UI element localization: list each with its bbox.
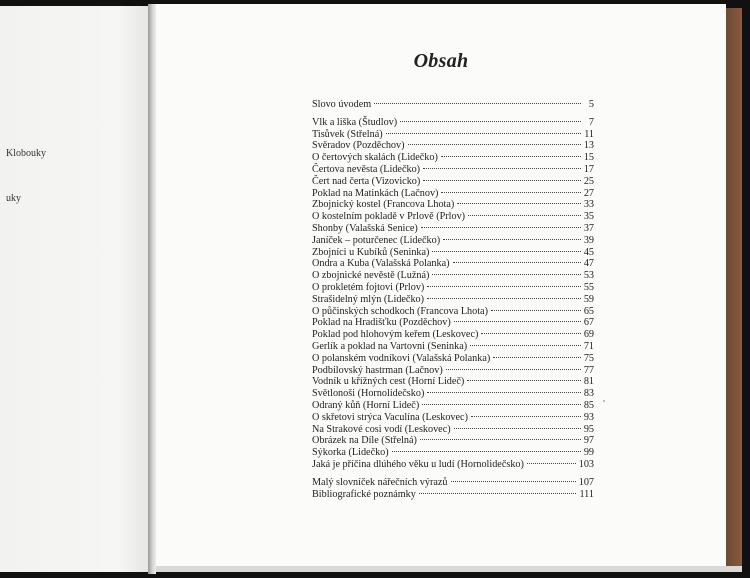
toc-entry	[312, 365, 594, 377]
toc-entry-page: 97	[583, 435, 594, 447]
toc-dot-leader	[446, 369, 581, 370]
toc-entry-page: 81	[583, 376, 594, 388]
toc-entry-title: Poklad na Hradišťku (Pozděchov)	[312, 317, 451, 329]
toc-entry-page: 67	[583, 317, 594, 329]
toc-entry-title: O polanském vodníkovi (Valašská Polanka)	[312, 352, 491, 364]
toc-entry-page: 83	[583, 388, 594, 400]
toc-entry-title: Zbojnický kostel (Francova Lhota)	[312, 199, 455, 211]
toc-dot-leader	[408, 144, 581, 145]
toc-entry-page: 11	[584, 128, 594, 140]
toc-dot-leader	[392, 451, 581, 452]
toc-entry	[312, 489, 594, 501]
toc-entry	[312, 140, 594, 152]
toc-entry	[312, 270, 594, 282]
toc-entry-page: 85	[583, 399, 594, 411]
toc-dot-leader	[527, 463, 576, 464]
toc-entry-page: 107	[578, 476, 594, 488]
toc-entry-title: Shonby (Valašská Senice)	[312, 222, 418, 234]
toc-entry-page: 13	[583, 140, 594, 152]
contents-title: Obsah	[413, 50, 469, 72]
toc-dot-leader	[467, 380, 581, 381]
toc-entry-title: Slovo úvodem	[312, 99, 372, 110]
book-gutter	[148, 4, 156, 574]
toc-entry-title: Jaká je příčina dlúhého věku u ludí (Hornolidečsko)	[312, 458, 524, 470]
left-page-text: Klobouky	[6, 148, 46, 159]
toc-dot-leader	[451, 481, 576, 482]
toc-entry-page: 55	[583, 281, 594, 293]
toc-entry-page: 75	[583, 352, 594, 364]
toc-dot-leader	[374, 103, 581, 104]
table-of-contents	[312, 99, 594, 500]
toc-entry	[312, 400, 594, 412]
toc-entry	[312, 129, 594, 141]
toc-entry	[312, 247, 594, 259]
toc-entry-page: 45	[583, 246, 594, 258]
toc-dot-leader	[432, 251, 580, 252]
toc-entry-page: 103	[578, 458, 594, 470]
toc-entry-title: O čertových skalách (Lidečko)	[312, 152, 438, 164]
toc-dot-leader	[470, 345, 581, 346]
toc-entry	[312, 117, 594, 129]
toc-entry-page: 69	[583, 329, 594, 341]
toc-dot-leader	[432, 274, 580, 275]
toc-entry-title: Čertova nevěsta (Lidečko)	[312, 163, 421, 175]
toc-entry	[312, 188, 594, 200]
toc-entry-page: 77	[583, 364, 594, 376]
toc-entry-title: Na Strakové cosi vodí (Leskovec)	[312, 423, 451, 435]
toc-entry-page: 33	[583, 199, 594, 211]
toc-entry	[312, 152, 594, 164]
toc-dot-leader	[421, 227, 581, 228]
toc-entry	[312, 235, 594, 247]
toc-dot-leader	[454, 428, 581, 429]
toc-dot-leader	[423, 168, 581, 169]
toc-entry	[312, 164, 594, 176]
toc-entry-title: Ondra a Kuba (Valašská Polanka)	[312, 258, 450, 270]
toc-entry	[312, 329, 594, 341]
toc-entry	[312, 424, 594, 436]
toc-dot-leader	[453, 262, 581, 263]
toc-entry-page: 111	[579, 488, 594, 500]
toc-entry	[312, 317, 594, 329]
toc-entry-title: Obrázek na Díle (Střelná)	[312, 435, 417, 447]
toc-dot-leader	[441, 156, 581, 157]
toc-dot-leader	[423, 180, 581, 181]
toc-entry-title: O skřetovi strýca Vaculína (Leskovec)	[312, 411, 468, 423]
toc-entry-title: O zbojnické nevěstě (Lužná)	[312, 270, 430, 282]
toc-dot-leader	[427, 392, 580, 393]
toc-dot-leader	[400, 121, 581, 122]
toc-entry-page: 53	[583, 270, 594, 282]
toc-dot-leader	[443, 239, 581, 240]
toc-entry-title: Tisůvek (Střelná)	[312, 128, 383, 140]
left-page-text: uky	[6, 193, 21, 204]
toc-entry	[312, 353, 594, 365]
toc-entry	[312, 341, 594, 353]
toc-entry	[312, 99, 594, 111]
toc-dot-leader	[468, 215, 581, 216]
toc-entry-page: 95	[583, 423, 594, 435]
toc-dot-leader	[457, 203, 581, 204]
toc-entry	[312, 258, 594, 270]
toc-entry-page: 93	[583, 411, 594, 423]
toc-entry-page: 5	[588, 99, 594, 110]
toc-entry-page: 27	[583, 187, 594, 199]
toc-entry	[312, 412, 594, 424]
toc-entry-page: 35	[583, 211, 594, 223]
toc-entry	[312, 282, 594, 294]
toc-entry	[312, 435, 594, 447]
toc-entry	[312, 388, 594, 400]
toc-entry-page: 39	[583, 234, 594, 246]
dust-speck	[603, 400, 605, 402]
page-bottom-edge	[156, 566, 742, 572]
toc-entry-title: O půčinských schodkoch (Francova Lhota)	[312, 305, 488, 317]
left-page	[0, 6, 148, 572]
toc-entry-title: Vlk a liška (Študlov)	[312, 116, 398, 128]
toc-entry-page: 7	[588, 116, 594, 128]
toc-entry-title: Sýkorka (Lidečko)	[312, 447, 389, 459]
toc-entry-title: Zbojníci u Kubíků (Seninka)	[312, 246, 430, 258]
toc-entry-title: Strašidelný mlýn (Lidečko)	[312, 293, 425, 305]
toc-dot-leader	[493, 357, 581, 358]
toc-entry-title: Podbilovský hastrman (Lačnov)	[312, 364, 443, 376]
toc-entry	[312, 223, 594, 235]
toc-entry-page: 65	[583, 305, 594, 317]
toc-entry-title: Bibliografické poznámky	[312, 488, 416, 500]
toc-dot-leader	[471, 416, 581, 417]
toc-dot-leader	[422, 404, 581, 405]
toc-entry-page: 47	[583, 258, 594, 270]
toc-entry-title: O kostelním pokladě v Prlově (Prlov)	[312, 211, 466, 223]
toc-entry-page: 17	[583, 163, 594, 175]
toc-entry-page: 59	[583, 293, 594, 305]
toc-entry-page: 37	[583, 222, 594, 234]
toc-entry-title: Malý slovníček nářečních výrazů	[312, 476, 448, 488]
toc-dot-leader	[420, 439, 581, 440]
toc-entry	[312, 176, 594, 188]
book-cover-edge	[726, 8, 742, 570]
toc-entry	[312, 459, 594, 471]
toc-entry-page: 71	[583, 340, 594, 352]
toc-entry-page: 25	[583, 175, 594, 187]
toc-entry-title: Poklad pod hlohovým keřem (Leskovec)	[312, 329, 479, 341]
toc-entry-page: 15	[583, 152, 594, 164]
toc-dot-leader	[419, 493, 577, 494]
toc-entry-title: Svěradov (Pozděchov)	[312, 140, 405, 152]
toc-dot-leader	[427, 298, 581, 299]
toc-entry-title: O prokletém fojtovi (Prlov)	[312, 281, 425, 293]
toc-dot-leader	[454, 321, 581, 322]
toc-entry	[312, 306, 594, 318]
toc-entry	[312, 477, 594, 489]
toc-entry-page: 99	[583, 447, 594, 459]
toc-dot-leader	[427, 286, 580, 287]
toc-dot-leader	[491, 310, 581, 311]
toc-entry	[312, 211, 594, 223]
toc-dot-leader	[441, 192, 580, 193]
toc-entry-title: Gerlík a poklad na Vartovni (Seninka)	[312, 340, 468, 352]
toc-entry-title: Janíček – poturčenec (Lidečko)	[312, 234, 441, 246]
toc-entry	[312, 376, 594, 388]
toc-entry-title: Odraný kůň (Horní Lideč)	[312, 399, 420, 411]
toc-entry	[312, 447, 594, 459]
toc-entry	[312, 199, 594, 211]
toc-entry-title: Čert nad čerta (Vizovicko)	[312, 175, 421, 187]
toc-dot-leader	[481, 333, 580, 334]
toc-entry-title: Poklad na Matinkách (Lačnov)	[312, 187, 439, 199]
toc-entry	[312, 294, 594, 306]
toc-entry-title: Světlonoši (Hornolidečsko)	[312, 388, 425, 400]
toc-entry-title: Vodník u křížných cest (Horní Lideč)	[312, 376, 465, 388]
toc-dot-leader	[386, 133, 581, 134]
